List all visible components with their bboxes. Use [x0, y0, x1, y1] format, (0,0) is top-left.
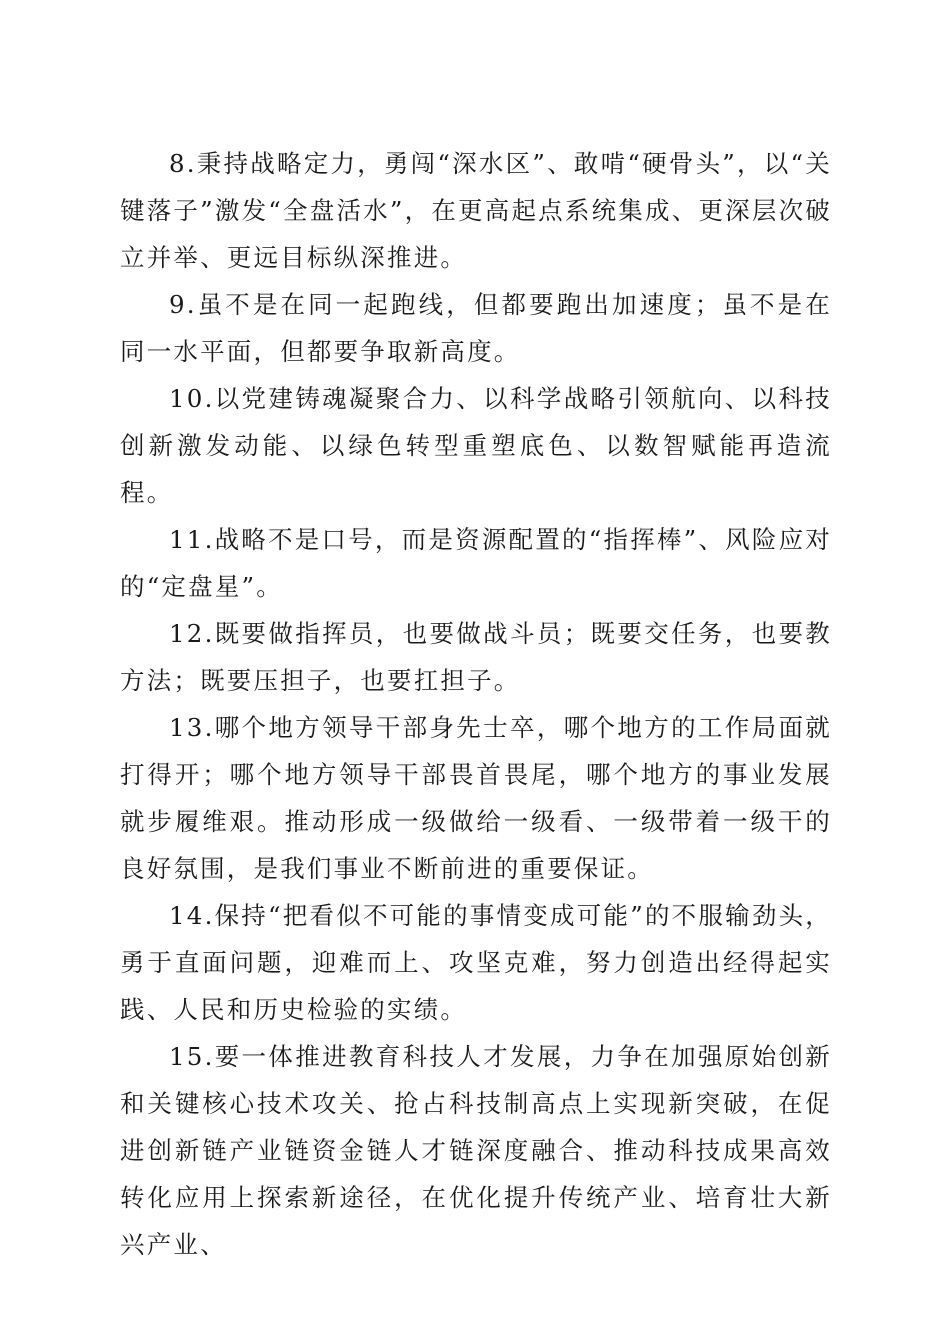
paragraph-10: 10.以党建铸魂凝聚合力、以科学战略引领航向、以科技创新激发动能、以绿色转型重塑底色、以数智赋能再造流程。 — [120, 384, 832, 507]
document-body — [120, 140, 832, 1268]
paragraph-12: 12.既要做指挥员，也要做战斗员；既要交任务，也要教方法；既要压担子，也要扛担子。 — [120, 619, 832, 695]
paragraph-15: 15.要一体推进教育科技人才发展，力争在加强原始创新和关键核心技术攻关、抢占科技制高点上实现新突破，在促进创新链产业链资金链人才链深度融合、推动科技成果高效转化应用上探索新途径，在优化提升传统产业、培育壮大新兴产业、 — [120, 1042, 832, 1259]
paragraph-14: 14.保持“把看似不可能的事情变成可能”的不服输劲头，勇于直面问题，迎难而上、攻坚克难，努力创造出经得起实践、人民和历史检验的实绩。 — [120, 901, 832, 1024]
paragraph-8: 8.秉持战略定力，勇闯“深水区”、敢啃“硬骨头”，以“关键落子”激发“全盘活水”，在更高起点系统集成、更深层次破立并举、更远目标纵深推进。 — [120, 149, 832, 272]
paragraph-9: 9.虽不是在同一起跑线，但都要跑出加速度；虽不是在同一水平面，但都要争取新高度。 — [120, 290, 832, 366]
paragraph-11: 11.战略不是口号，而是资源配置的“指挥棒”、风险应对的“定盘星”。 — [120, 525, 832, 601]
paragraph-13: 13.哪个地方领导干部身先士卒，哪个地方的工作局面就打得开；哪个地方领导干部畏首畏尾，哪个地方的事业发展就步履维艰。推动形成一级做给一级看、一级带着一级干的良好氛围，是我们事业不断前进的重要保证。 — [120, 713, 832, 883]
